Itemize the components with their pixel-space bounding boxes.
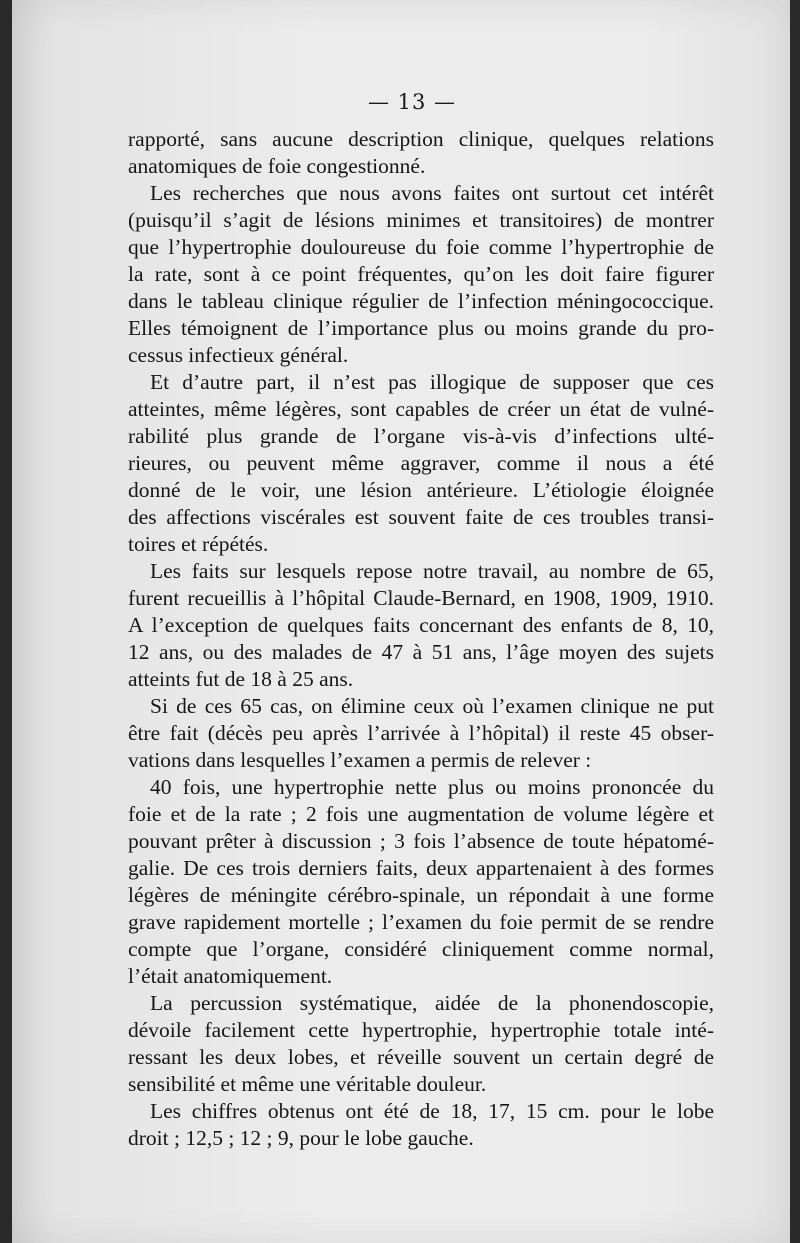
body-text [128,126,714,1152]
text-line: rieures, ou peuvent même aggraver, comme il nous a été [128,451,714,475]
text-line: anatomiques de foie congestionné. [128,154,426,178]
text-line: atteints fut de 18 à 25 ans. [128,667,354,691]
text-line: ressant les deux lobes, et réveille souvent un certain degré de [128,1045,714,1069]
text-line: Les recherches que nous avons faites ont surtout cet intérêt [150,181,714,205]
text-line: La percussion systématique, aidée de la phonendoscopie, [150,991,714,1015]
text-line: que l’hypertrophie douloureuse du foie comme l’hypertrophie de [128,235,714,259]
text-line: Les chiffres obtenus ont été de 18, 17, 15 cm. pour le lobe [150,1099,714,1123]
text-line: atteintes, même légères, sont capables de créer un état de vulné- [128,397,714,421]
text-line: galie. De ces trois derniers faits, deux appartenaient à des formes [128,856,714,880]
book-page [12,0,790,1243]
text-line: foie et de la rate ; 2 fois une augmentation de volume légère et [128,802,714,826]
text-line: droit ; 12,5 ; 12 ; 9, pour le lobe gauche. [128,1126,474,1150]
text-line: donné de le voir, une lésion antérieure. L’étiologie éloignée [128,478,714,502]
text-line: toires et répétés. [128,532,269,556]
text-line: légères de méningite cérébro-spinale, un répondait à une forme [128,883,714,907]
text-line: l’était anatomiquement. [128,964,333,988]
text-line: dans le tableau clinique régulier de l’infection méningococcique. [128,289,714,313]
text-line: 12 ans, ou des malades de 47 à 51 ans, l’âge moyen des sujets [128,640,714,664]
text-line: rabilité plus grande de l’organe vis-à-vis d’infections ulté- [128,424,714,448]
text-line: grave rapidement mortelle ; l’examen du foie permit de se rendre [128,910,714,934]
text-line: sensibilité et même une véritable douleur. [128,1072,487,1096]
text-line: compte que l’organe, considéré cliniquement comme normal, [128,937,714,961]
text-line: Et d’autre part, il n’est pas illogique de supposer que ces [150,370,714,394]
text-line: vations dans lesquelles l’examen a permis de relever : [128,748,592,772]
text-line: 40 fois, une hypertrophie nette plus ou moins prononcée du [150,775,714,799]
text-line: furent recueillis à l’hôpital Claude-Bernard, en 1908, 1909, 1910. [128,586,714,610]
text-line: la rate, sont à ce point fréquentes, qu’on les doit faire figurer [128,262,714,286]
text-line: être fait (décès peu après l’arrivée à l’hôpital) il reste 45 obser- [128,721,714,745]
text-line: dévoile facilement cette hypertrophie, hypertrophie totale inté- [128,1018,714,1042]
text-line: cessus infectieux général. [128,343,349,367]
text-line: rapporté, sans aucune description clinique, quelques relations [128,127,714,151]
text-line: (puisqu’il s’agit de lésions minimes et transitoires) de montrer [128,208,714,232]
text-line: pouvant prêter à discussion ; 3 fois l’absence de toute hépatomé- [128,829,714,853]
text-line: Elles témoignent de l’importance plus ou moins grande du pro- [128,316,714,340]
page-number: — 13 — [367,90,457,114]
text-line: A l’exception de quelques faits concernant des enfants de 8, 10, [128,613,714,637]
text-line: Les faits sur lesquels repose notre travail, au nombre de 65, [150,559,714,583]
text-line: des affections viscérales est souvent faite de ces troubles transi- [128,505,714,529]
text-line: Si de ces 65 cas, on élimine ceux où l’examen clinique ne put [150,694,714,718]
